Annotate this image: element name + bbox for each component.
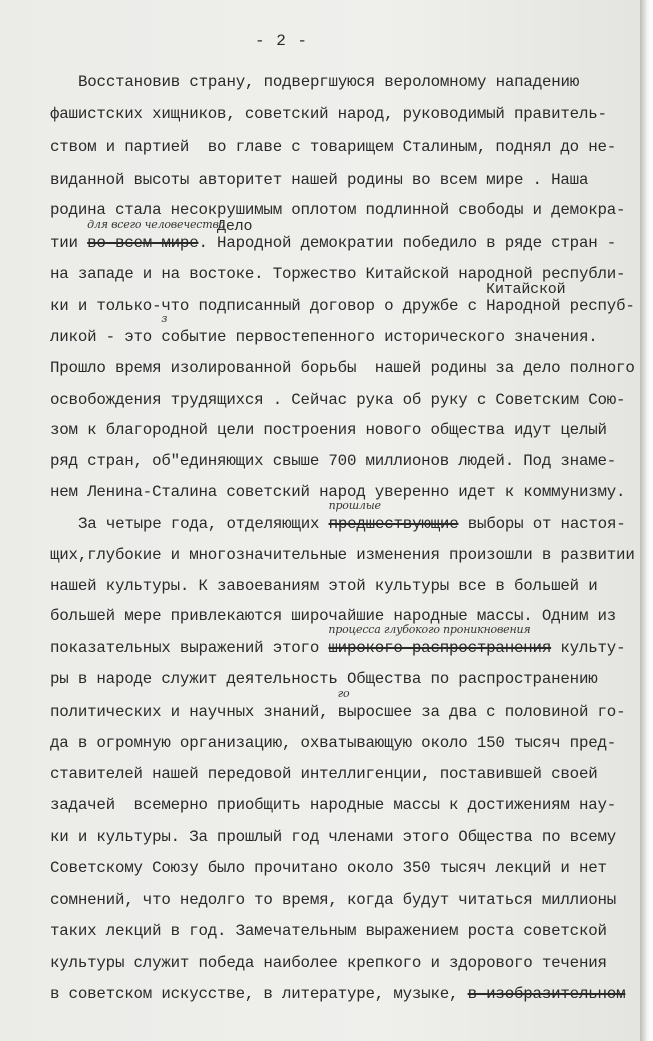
text-line bbox=[50, 390, 625, 410]
text-segment bbox=[50, 138, 616, 156]
segment-text: Советскому Союзу было прочитано около 350 тысяч лекций и нет bbox=[50, 859, 607, 877]
segment-text: первостепенного исторического значения. bbox=[226, 328, 598, 346]
text-segment bbox=[50, 954, 607, 972]
segment-text: ликой - это bbox=[50, 328, 162, 346]
text-segment bbox=[217, 218, 292, 252]
segment-text: ством и партией во главе с товарищем Сталиным, поднял до не- bbox=[50, 138, 617, 156]
segment-text: нем Ленина-Сталина советский народ уверенно идет к коммунизму. bbox=[50, 483, 626, 501]
segment-text: родина стала несокрушимым оплотом подлинной свободы и демокра- bbox=[50, 201, 626, 219]
struck-text bbox=[87, 218, 226, 252]
text-line bbox=[50, 545, 635, 565]
text-segment bbox=[50, 297, 486, 315]
segment-text: широкого распространения bbox=[328, 639, 552, 657]
segment-text: в советском искусстве, в литературе, музыке, bbox=[50, 985, 468, 1003]
segment-text: демократии победило в ряде стран - bbox=[291, 234, 617, 252]
handwritten-correction: процесса глубокого проникновения bbox=[328, 623, 531, 636]
text-segment bbox=[50, 985, 468, 1003]
handwritten-correction: з bbox=[161, 312, 168, 325]
text-line bbox=[50, 358, 635, 378]
segment-text: . bbox=[198, 234, 218, 252]
text-segment bbox=[50, 828, 616, 846]
struck-text bbox=[328, 623, 552, 657]
text-segment bbox=[50, 105, 607, 123]
text-line bbox=[50, 312, 598, 347]
text-segment bbox=[50, 171, 588, 189]
segment-text: политических и научных знаний, bbox=[50, 703, 338, 721]
text-segment bbox=[50, 359, 635, 377]
text-line bbox=[50, 170, 588, 190]
segment-text: во всем мире bbox=[87, 234, 199, 252]
segment-text: зом к благородной цели построения нового общества идут целый bbox=[50, 421, 607, 439]
segment-text: событие bbox=[161, 328, 227, 346]
text-line bbox=[50, 623, 626, 658]
text-segment bbox=[50, 734, 616, 752]
segment-text: ры в народе служит деятельность Общества по распространению bbox=[50, 670, 598, 688]
text-segment bbox=[50, 859, 607, 877]
segment-text: Народной bbox=[486, 297, 561, 315]
text-segment bbox=[412, 703, 625, 721]
text-line bbox=[50, 733, 616, 753]
text-segment bbox=[50, 765, 598, 783]
text-line bbox=[50, 858, 607, 878]
segment-text: предшествующие bbox=[328, 515, 459, 533]
text-segment bbox=[50, 670, 598, 688]
segment-text: культуры служит победа наиболее крепкого и здорового течения bbox=[50, 954, 607, 972]
text-line bbox=[50, 921, 607, 941]
text-line bbox=[78, 499, 626, 534]
segment-text: Народной bbox=[217, 234, 292, 252]
text-segment bbox=[50, 421, 607, 439]
text-line bbox=[50, 104, 607, 124]
text-segment bbox=[50, 796, 616, 814]
segment-text: За четыре года, отделяющих bbox=[78, 515, 329, 533]
text-segment bbox=[78, 73, 579, 91]
segment-text: задачей всемерно приобщить народные массы к достижениям нау- bbox=[50, 796, 617, 814]
segment-text: культу- bbox=[551, 639, 626, 657]
text-segment bbox=[337, 687, 412, 721]
text-line bbox=[50, 281, 635, 316]
text-line bbox=[50, 451, 616, 471]
segment-text: ставителей нашей передовой интеллигенции, поставившей своей bbox=[50, 765, 598, 783]
handwritten-correction: го bbox=[337, 687, 350, 700]
segment-text: показательных выражений этого bbox=[50, 639, 329, 657]
text-line bbox=[50, 827, 616, 847]
segment-text: да в огромную организацию, охватывающую около 150 тысяч пред- bbox=[50, 734, 617, 752]
text-segment bbox=[291, 234, 616, 252]
text-line bbox=[50, 984, 625, 1004]
text-segment bbox=[50, 391, 625, 409]
segment-text: виданной высоты авторитет нашей родины во всем мире . Наша bbox=[50, 171, 589, 189]
text-line bbox=[50, 669, 598, 689]
struck-text bbox=[328, 499, 459, 533]
text-segment bbox=[560, 297, 634, 315]
text-segment bbox=[50, 891, 616, 909]
handwritten-correction: для всего человечества bbox=[87, 218, 226, 231]
text-segment bbox=[50, 234, 87, 252]
segment-text: фашистских хищников, советский народ, руководимый правитель- bbox=[50, 105, 607, 123]
text-line bbox=[50, 420, 607, 440]
text-line bbox=[50, 137, 616, 157]
segment-text: ки и культуры. За прошлый год членами этого Общества по всему bbox=[50, 828, 617, 846]
text-segment bbox=[50, 328, 161, 346]
text-segment bbox=[50, 703, 338, 721]
segment-text: тии bbox=[50, 234, 88, 252]
segment-text: освобождения трудящихся . Сейчас рука об руку с Советским Сою- bbox=[50, 391, 626, 409]
text-segment bbox=[50, 577, 598, 595]
text-line bbox=[50, 953, 607, 973]
struck-text bbox=[468, 985, 626, 1003]
text-segment bbox=[486, 281, 566, 315]
segment-text: ряд стран, об"единяющих свыше 700 миллионов людей. Под знаме- bbox=[50, 452, 617, 470]
text-line bbox=[50, 890, 616, 910]
segment-text: респуб- bbox=[560, 297, 635, 315]
page-edge bbox=[640, 0, 653, 1041]
text-segment bbox=[458, 515, 625, 533]
segment-text: большей мере привлекаются широчайшие народные массы. Одним из bbox=[50, 607, 617, 625]
text-line bbox=[50, 218, 617, 253]
text-line bbox=[50, 687, 626, 722]
text-segment bbox=[551, 639, 625, 657]
segment-text: выросшее bbox=[337, 703, 412, 721]
segment-text: сомнений, что недолго то время, когда будут читаться миллионы bbox=[50, 891, 617, 909]
segment-text: на западе и на востоке. Торжество Китайской народной республи- bbox=[50, 265, 626, 283]
segment-text: Прошло время изолированной борьбы нашей родины за дело полного bbox=[50, 359, 635, 377]
segment-text: в изобразительном bbox=[467, 985, 626, 1003]
text-segment bbox=[161, 312, 227, 346]
page-number: - 2 - bbox=[255, 32, 309, 50]
typed-insertion: Дело bbox=[217, 218, 253, 235]
segment-text: Восстановив страну, подвергшуюся вероломному нападению bbox=[78, 73, 580, 91]
segment-text: нашей культуры. К завоеваниям этой культуры все в большей и bbox=[50, 577, 598, 595]
text-line bbox=[50, 795, 616, 815]
text-segment bbox=[78, 515, 329, 533]
text-segment bbox=[198, 234, 217, 252]
text-segment bbox=[226, 328, 597, 346]
text-line bbox=[50, 576, 598, 596]
segment-text: щих,глубокие и многозначительные изменения произошли в развитии bbox=[50, 546, 635, 564]
handwritten-correction: прошлые bbox=[328, 499, 381, 512]
text-segment bbox=[50, 546, 635, 564]
text-line bbox=[50, 764, 598, 784]
segment-text: таких лекций в год. Замечательным выражением роста советской bbox=[50, 922, 607, 940]
segment-text: за два с половиной го- bbox=[411, 703, 626, 721]
segment-text: выборы от настоя- bbox=[458, 515, 626, 533]
text-line bbox=[78, 72, 579, 92]
segment-text: ки и только-что подписанный договор о дружбе с bbox=[50, 297, 487, 315]
text-segment bbox=[50, 452, 616, 470]
typed-insertion: Китайской bbox=[486, 281, 566, 298]
text-segment bbox=[50, 922, 607, 940]
text-segment bbox=[50, 639, 328, 657]
